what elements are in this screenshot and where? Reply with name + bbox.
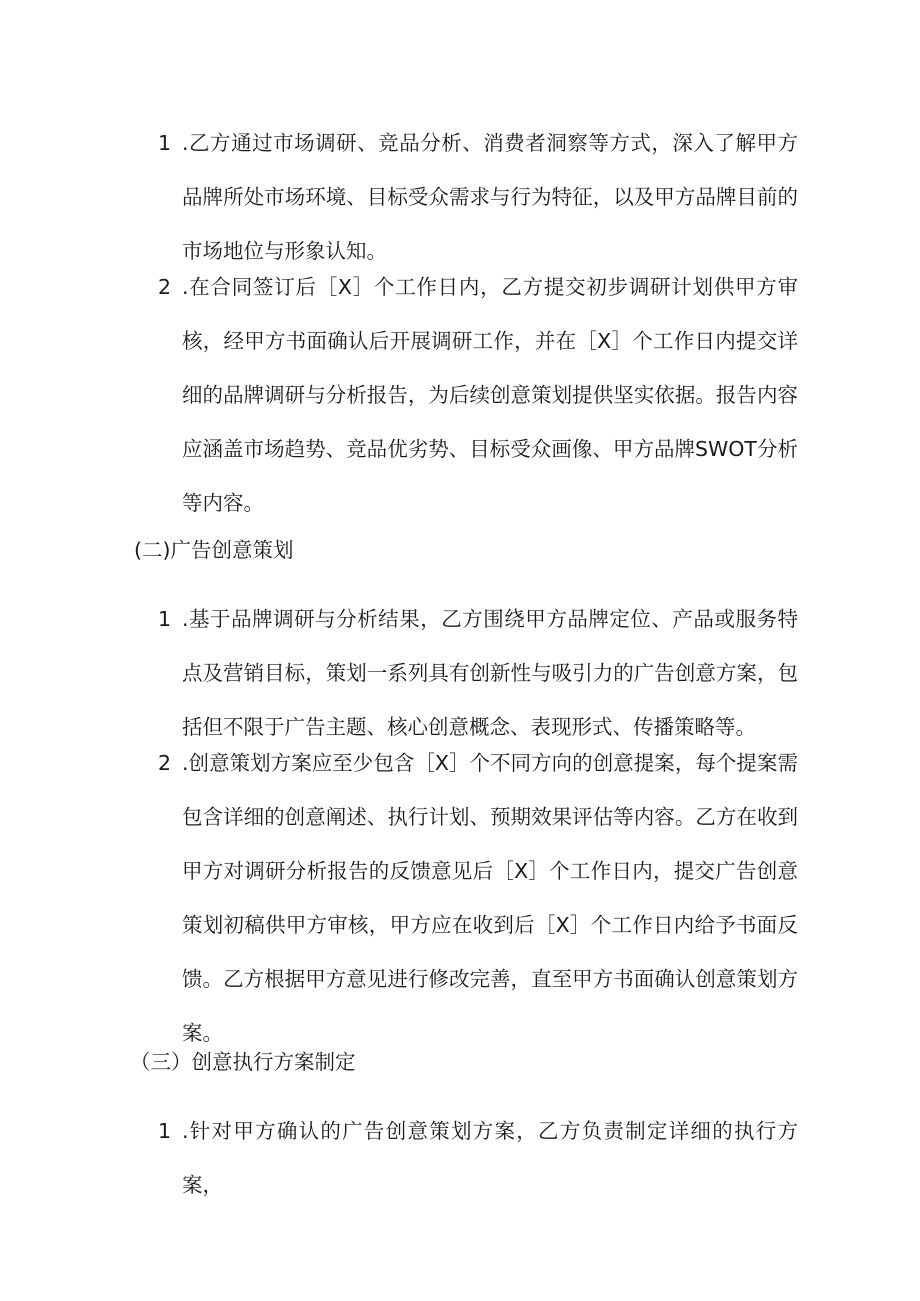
item-text: .创意策划方案应至少包含［X］个不同方向的创意提案，每个提案需包含详细的创意阐述、执行计划、预期效果评估等内容。乙方在收到甲方对调研分析报告的反馈意见后［X］个工作日内，提交广告创意策划初稿供甲方审核，甲方应在收到后［X］个工作日内给予书面反馈。乙方根据甲方意见进行修改完善，直至甲方书面确认创意策划方案。 (182, 751, 798, 1045)
list-item-1-2 (158, 260, 798, 530)
section-heading-3: （三）创意执行方案制定 (130, 1050, 356, 1074)
item-number: 2 (158, 275, 172, 299)
list-item-3-1 (158, 1104, 798, 1212)
list-item-2-2 (158, 736, 798, 1060)
item-text: .乙方通过市场调研、竞品分析、消费者洞察等方式，深入了解甲方品牌所处市场环境、目标受众需求与行为特征，以及甲方品牌目前的市场地位与形象认知。 (182, 131, 798, 263)
item-text: .基于品牌调研与分析结果，乙方围绕甲方品牌定位、产品或服务特点及营销目标，策划一系列具有创新性与吸引力的广告创意方案，包括但不限于广告主题、核心创意概念、表现形式、传播策略等。 (182, 607, 798, 739)
item-text: .针对甲方确认的广告创意策划方案，乙方负责制定详细的执行方案， (182, 1119, 798, 1197)
item-text: .在合同签订后［X］个工作日内，乙方提交初步调研计划供甲方审核，经甲方书面确认后开展调研工作，并在［X］个工作日内提交详细的品牌调研与分析报告，为后续创意策划提供坚实依据。报告内容应涵盖市场趋势、竞品优劣势、目标受众画像、甲方品牌SWOT分析等内容。 (182, 275, 798, 515)
item-number: 1 (158, 607, 172, 631)
list-item-1-1 (158, 116, 798, 278)
item-number: 1 (158, 1119, 172, 1143)
list-item-2-1 (158, 592, 798, 754)
section-heading-2: (二)广告创意策划 (134, 538, 294, 562)
item-number: 2 (158, 751, 172, 775)
item-number: 1 (158, 131, 172, 155)
